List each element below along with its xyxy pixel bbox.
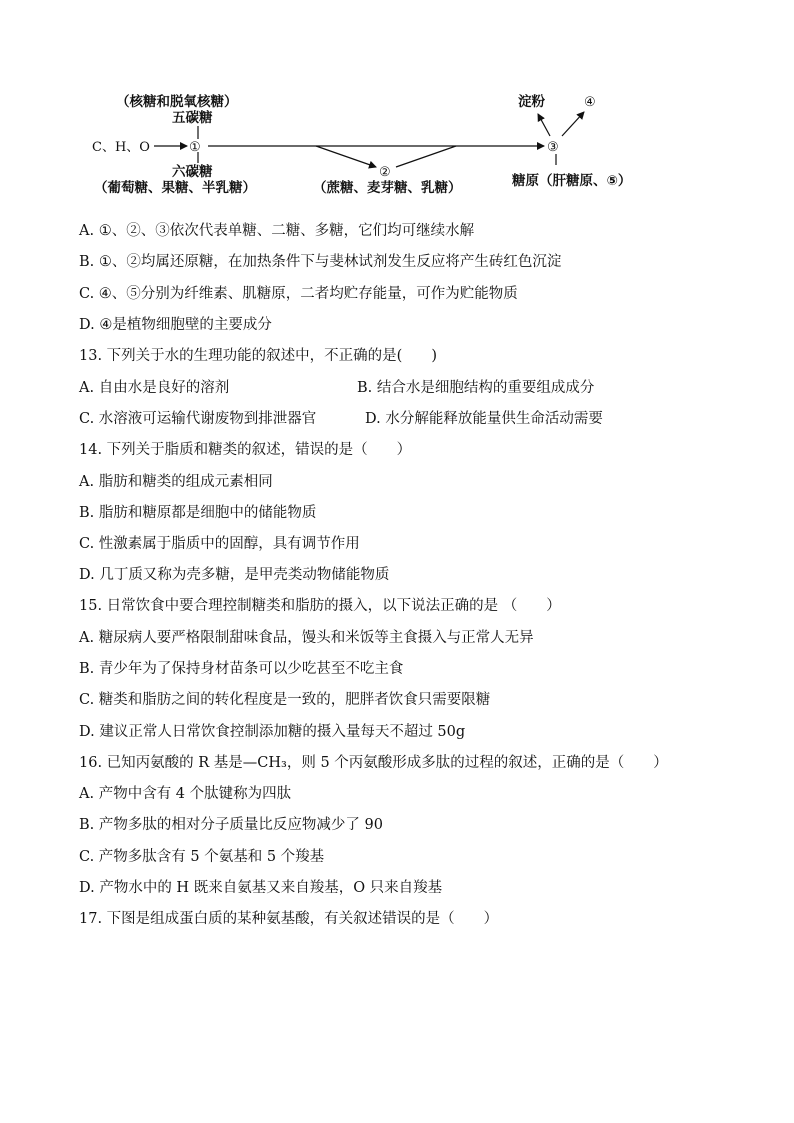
q13-stem: 13. 下列关于水的生理功能的叙述中，不正确的是( )	[79, 348, 437, 364]
q13-options-row2	[79, 409, 719, 429]
ribose-note: （核糖和脱氧核糖）	[116, 94, 238, 110]
glycogen-label: 糖原（肝糖原、⑤）	[512, 173, 632, 189]
q13-option-c: C. 水溶液可运输代谢废物到排泄器官	[79, 411, 317, 427]
node3: ③	[547, 140, 559, 155]
pentose-label: 五碳糖	[172, 110, 213, 126]
q12-option-d: D. ④是植物细胞壁的主要成分	[79, 317, 272, 333]
q16-stem: 16. 已知丙氨酸的 R 基是—CH₃，则 5 个丙氨酸形成多肽的过程的叙述，正确的是（ ）	[79, 755, 668, 771]
q15-option-b: B. 青少年为了保持身材苗条可以少吃甚至不吃主食	[79, 661, 404, 677]
q12-option-a: A. ①、②、③依次代表单糖、二糖、多糖，它们均可继续水解	[79, 223, 475, 239]
disaccharide-examples: （蔗糖、麦芽糖、乳糖）	[313, 180, 462, 196]
q16-option-b: B. 产物多肽的相对分子质量比反应物减少了 90	[79, 817, 383, 833]
q14-option-b: B. 脂肪和糖原都是细胞中的储能物质	[79, 505, 317, 521]
q15-stem: 15. 日常饮食中要合理控制糖类和脂肪的摄入，以下说法正确的是 （ ）	[79, 598, 561, 614]
q14-option-c: C. 性激素属于脂质中的固醇，具有调节作用	[79, 536, 360, 552]
arrow-to-node2	[316, 146, 376, 167]
node1: ①	[189, 140, 201, 155]
q15-option-d: D. 建议正常人日常饮食控制添加糖的摄入量每天不超过 50g	[79, 724, 466, 740]
arrow-node3-to-node4	[562, 112, 584, 136]
hexose-examples: （葡萄糖、果糖、半乳糖）	[94, 180, 256, 196]
q13-options-row1	[79, 378, 719, 398]
q16-option-a: A. 产物中含有 4 个肽键称为四肽	[79, 786, 292, 802]
q15-option-c: C. 糖类和脂肪之间的转化程度是一致的，肥胖者饮食只需要限糖	[79, 692, 491, 708]
node2-to-main-line	[396, 146, 456, 167]
q17-stem: 17. 下图是组成蛋白质的某种氨基酸，有关叙述错误的是（ ）	[79, 911, 499, 927]
arrow-node3-to-starch	[538, 114, 550, 136]
elements-label: C、H、O	[92, 140, 150, 155]
q13-option-d: D. 水分解能释放能量供生命活动需要	[365, 411, 603, 427]
q13-option-a: A. 自由水是良好的溶剂	[79, 380, 230, 396]
q16-option-c: C. 产物多肽含有 5 个氨基和 5 个羧基	[79, 849, 325, 865]
q16-option-d: D. 产物水中的 H 既来自氨基又来自羧基，O 只来自羧基	[79, 880, 443, 896]
sugar-classification-diagram	[80, 88, 660, 200]
q14-stem: 14. 下列关于脂质和糖类的叙述，错误的是（ ）	[79, 442, 412, 458]
q12-option-b: B. ①、②均属还原糖，在加热条件下与斐林试剂发生反应将产生砖红色沉淀	[79, 254, 562, 270]
node4: ④	[584, 95, 596, 110]
q15-option-a: A. 糖尿病人要严格限制甜味食品，馒头和米饭等主食摄入与正常人无异	[79, 630, 534, 646]
hexose-label: 六碳糖	[172, 164, 213, 180]
q12-option-c: C. ④、⑤分别为纤维素、肌糖原，二者均贮存能量，可作为贮能物质	[79, 286, 518, 302]
q14-option-d: D. 几丁质又称为壳多糖，是甲壳类动物储能物质	[79, 567, 390, 583]
q14-option-a: A. 脂肪和糖类的组成元素相同	[79, 474, 273, 490]
node2: ②	[379, 165, 391, 180]
starch-label: 淀粉	[518, 94, 545, 110]
q13-option-b: B. 结合水是细胞结构的重要组成成分	[357, 380, 595, 396]
